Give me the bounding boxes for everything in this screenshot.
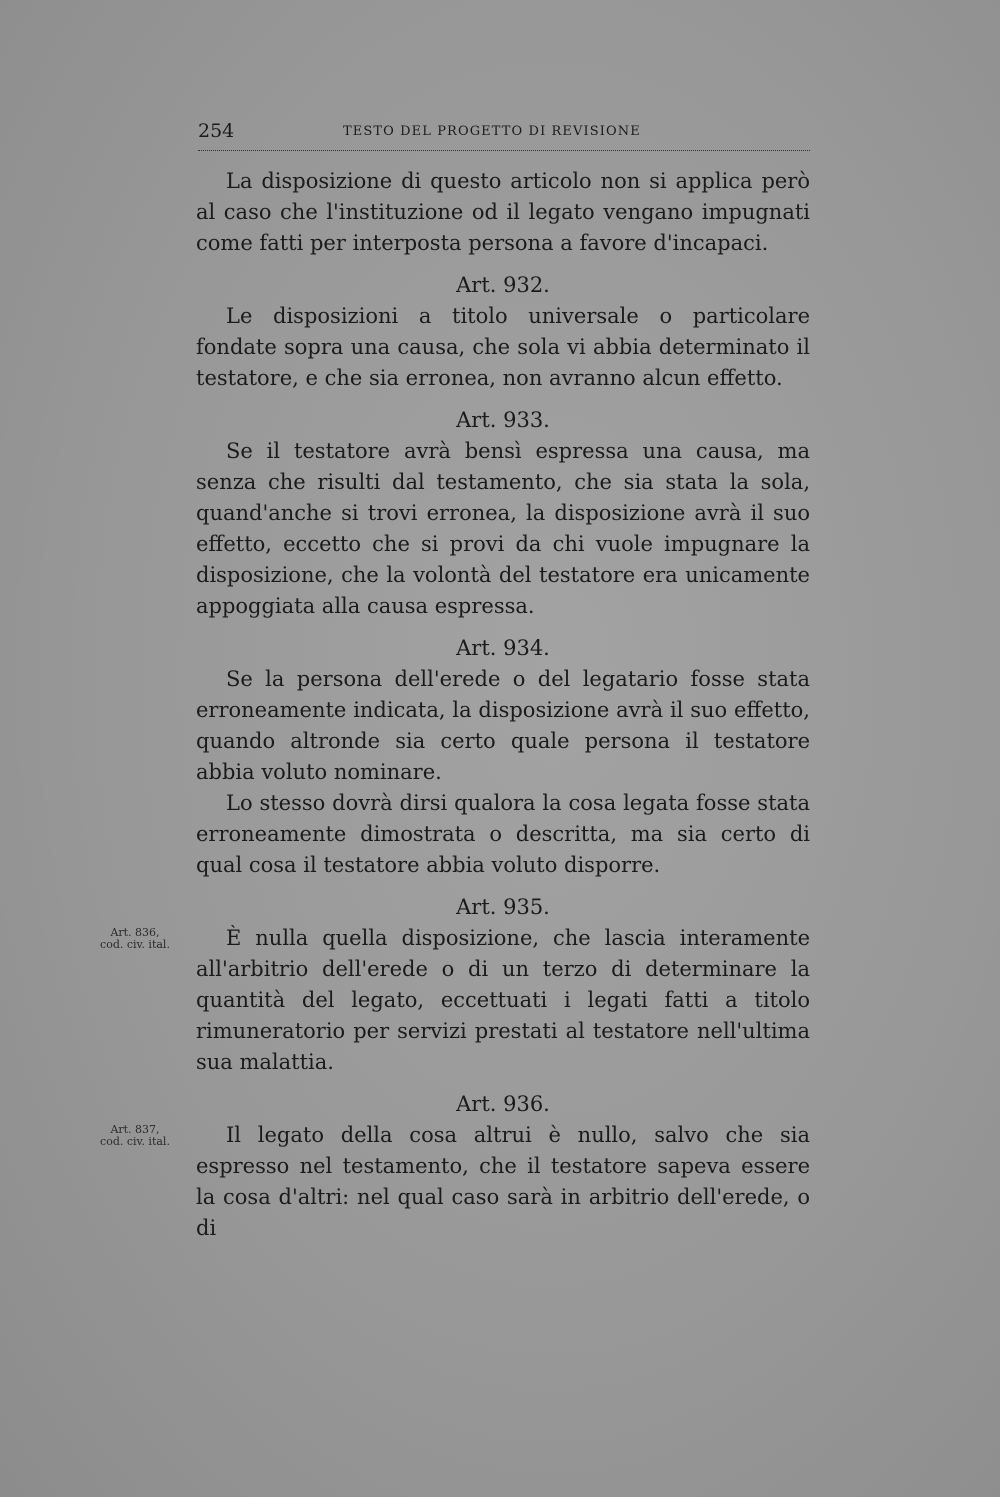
article-paragraph: Se la persona dell'erede o del legatario fosse stata erroneamente indicata, la disposizione avrà il suo effetto, quando altronde sia certo quale persona il testatore abbia voluto nominare. bbox=[196, 667, 810, 784]
article-paragraph: Lo stesso dovrà dirsi qualora la cosa legata fosse stata erroneamente dimostrata o descritta, ma sia certo di qual cosa il testatore abbia voluto disporre. bbox=[196, 791, 810, 877]
article-paragraph: Il legato della cosa altrui è nullo, salvo che sia espresso nel testamento, che il testatore sapeva essere la cosa d'altri: nel qual caso sarà in arbitrio dell'erede, o di bbox=[196, 1123, 810, 1240]
page-header bbox=[198, 120, 810, 151]
article-heading: Art. 936. bbox=[456, 1092, 550, 1116]
margin-note-article: Art. 837, bbox=[110, 1123, 160, 1136]
margin-note-code: cod. civ. ital. bbox=[100, 1135, 170, 1148]
margin-note-code: cod. civ. ital. bbox=[100, 938, 170, 951]
article-paragraph: Se il testatore avrà bensì espressa una causa, ma senza che risulti dal testamento, che sia stata la sola, quand'anche si trovi erronea, la disposizione avrà il suo effetto, eccetto che si provi da chi vuole impugnare la disposizione, che la volontà del testatore era unicamente appoggiata alla causa espressa. bbox=[196, 439, 810, 618]
margin-note bbox=[80, 1124, 190, 1148]
page-number: 254 bbox=[198, 120, 235, 142]
margin-note-article: Art. 836, bbox=[110, 926, 160, 939]
body-text bbox=[196, 166, 810, 1244]
article-heading: Art. 935. bbox=[456, 895, 550, 919]
running-title: TESTO DEL PROGETTO DI REVISIONE bbox=[343, 124, 641, 139]
article-heading: Art. 932. bbox=[456, 273, 550, 297]
intro-paragraph: La disposizione di questo articolo non si applica però al caso che l'instituzione od il legato vengano impugnati come fatti per interposta persona a favore d'incapaci. bbox=[196, 169, 810, 255]
margin-note bbox=[80, 927, 190, 951]
article-heading: Art. 933. bbox=[456, 408, 550, 432]
article-heading: Art. 934. bbox=[456, 636, 550, 660]
article-paragraph: È nulla quella disposizione, che lascia interamente all'arbitrio dell'erede o di un terzo di determinare la quantità del legato, eccettuati i legati fatti a titolo rimuneratorio per servizi prestati al testatore nell'ultima sua malattia. bbox=[196, 926, 810, 1074]
article-paragraph: Le disposizioni a titolo universale o particolare fondate sopra una causa, che sola vi abbia determinato il testatore, e che sia erronea, non avranno alcun effetto. bbox=[196, 304, 810, 390]
